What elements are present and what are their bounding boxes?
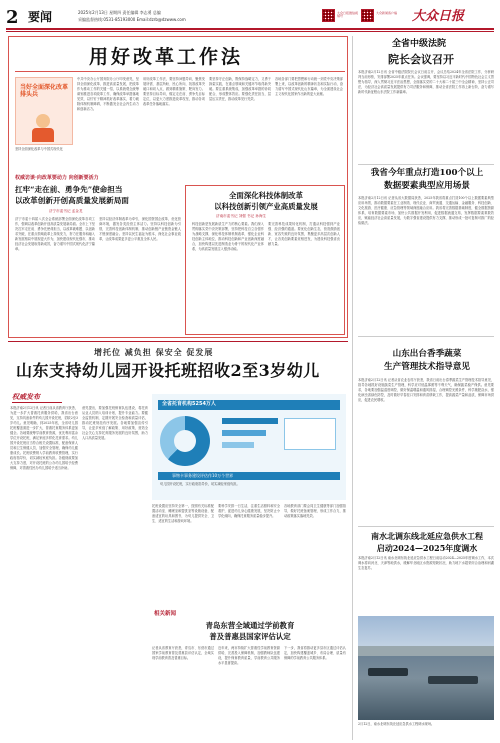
related-col-3: 下一步，我省将推动更多县市区通过评估认定，加快构建覆盖城乡、布局合理、质量有保障的学前教育公共服务体系。 bbox=[284, 646, 346, 660]
nursery-col-1: 本报济南2月12日讯 记者日前从省教育厅获悉，为进一步扩大普惠托育服务供给，我省出台意见，支持具备条件的幼儿园开设托班，招收2至3岁幼儿。意见明确，到2025年底，全省幼儿园托班覆盖面进一步扩大，普惠托育服务体系更加健全。各地要统筹学前教育资源，优先利用富余学位开设托班，满足家庭多样化托育需求。幼儿园开设托班应当符合相关设置标准，配备保育人员和卫生保健人员，加强安全管理，确保幼儿健康成长。托班收费纳入学前教育收费管理，实行政府指导价，切实减轻家庭负担。各级财政要加大支持力度，对开设托班的公办幼儿园给予经费保障，对普惠性民办幼儿园给予适当补助。 bbox=[10, 406, 78, 470]
qr-label-1: 大众日报微信视频号 bbox=[337, 11, 359, 19]
qr-label-2: 大众新闻客户端 bbox=[376, 11, 398, 15]
qr-code-icon bbox=[361, 9, 374, 22]
masthead-thin-rule bbox=[6, 31, 494, 32]
related-news-label: 相关新闻 bbox=[154, 611, 177, 617]
qr-code-icon bbox=[322, 9, 335, 22]
story3-title: 山东出台香季蔬菜 生产管理技术指导意见 bbox=[384, 349, 470, 372]
mid-article-box bbox=[185, 185, 345, 335]
story2-title: 我省今年重点打造100个以上 数据要素典型应用场景 bbox=[370, 168, 484, 191]
story4-body: 本报济南2月12日讯 南水北调东线北延应急供水工程日前启动2024—2025年度调水工作，本次调水将向河北、天津等地供水，缓解华北地区水资源短缺状况，助力地下水超采综合治理和河湖生态复苏。 bbox=[358, 556, 494, 570]
editorial-tag: 权威访谈·向改革要动力 向创新要活力 bbox=[15, 175, 99, 181]
boat-icon bbox=[428, 676, 478, 684]
related-news-title: 青岛东营全域通过学前教育 普及普惠县国家评估认定 bbox=[205, 621, 295, 641]
mid-article-col-2: 要完善科技成果转化机制，打通从科技强到产业强、经济强的通道。要优化创新生态，营造鼓励创新、宽容失败的良好氛围，集聚更多高层次创新人才，让各类创新要素竞相迸发，为建设科技强省贡献力量。 bbox=[268, 222, 340, 246]
feature-box bbox=[8, 36, 348, 338]
newspaper-logo: 大众日报 bbox=[412, 9, 465, 24]
page-number: 2 bbox=[6, 7, 19, 28]
left-article-col-2: 坚持以经济体制改革为牵引，深化国资国企改革，优化营商环境，激发各类经营主体活力。坚持以科技创新为引领，完善科技创新体制机制，推动创新链产业链资金链人才链深度融合。坚持以民生福祉为根本，深化社会事业改革，让改革成果更多更公平惠及全体人民。 bbox=[99, 217, 181, 241]
stat-card bbox=[284, 418, 336, 450]
infographic-subtitle: 事物卡事务建设评估作10万个世界 bbox=[172, 473, 234, 478]
bar-icon bbox=[222, 430, 266, 436]
masthead-rule bbox=[6, 28, 494, 30]
feature-col-3: 要坚持守正创新，既保持战略定力，又勇于探索实践，在重点领域和关键环节取得新突破。要注重系统集成，加强改革举措的协同配合，形成整体效应。要强化责任担当，层层压实责任，推动改革见行见效。 bbox=[209, 77, 271, 101]
feature-col-4: 各地各部门要把思想和行动统一到党中央决策部署上来，以改革创新的精神状态和实际行动，奋力谱写中国式现代化山东篇章，为全面建设社会主义现代化国家作出新的更大贡献。 bbox=[275, 77, 343, 96]
nursery-title: 山东支持幼儿园开设托班招收2至3岁幼儿 bbox=[16, 361, 320, 380]
photo-caption: 2月12日，南水北调东线北延应急供水工程调水现场。 bbox=[358, 722, 435, 726]
story1-kicker: 全省中级法院 bbox=[392, 39, 447, 49]
mid-article-title: 全面深化科技体制改革 以科技创新引领产业高质量发展 bbox=[214, 191, 318, 211]
nursery-kicker: 增托位 减负担 保安全 促发展 bbox=[94, 347, 214, 357]
figure-body-icon bbox=[32, 128, 54, 142]
story4-title: 南水北调东线北延应急供水工程 启动2024—2025年度调水 bbox=[371, 531, 483, 553]
infographic-title: 全省托育机构5254万人 bbox=[162, 401, 216, 407]
feature-col-2: 用好改革工作法，要坚持问题导向，聚焦发展所需、基层所盼、民心所向，找准改革突破口和切入点，做到精准施策、靶向发力。要坚持目标导向，锚定走在前、勇争先目标定位，以更大力度推进改革攻坚，推动各项改革任务落地落实。 bbox=[143, 77, 205, 106]
nursery-col-4: 要科学安排一日生活，注重生活照料和安全看护，促进幼儿身心健康发展，坚决防止小学化倾向，确保托育服务质量稳步提升。 bbox=[218, 504, 280, 518]
bar-icon bbox=[222, 442, 254, 448]
left-article-col-1: 济宁市委十四届八次全会系统部署全面深化改革各项工作，强调以改革创新开创高质量发展新局面。全市上下坚决扛牢走在前、勇争先使命担当，以改革破难题、以创新求突破，在重点领域改革上持续发力，努力在服务和融入新发展格局中展现更大作为，加快建设现代化强市，推动经济社会发展取得新成效，奋力谱写中国式现代化济宁篇章。 bbox=[15, 217, 95, 251]
section-name: 要闻 bbox=[28, 10, 53, 24]
cartoon-caption: 当好全面深化改革排头兵 bbox=[20, 84, 69, 98]
nursery-col-3: 托班设置应坚持安全第一，按照有关标准配置活动室、睡眠室和盥洗室等设施设备，配备适宜的玩具和图书，为幼儿提供安全、卫生、适宜的生活和游戏环境。 bbox=[152, 504, 214, 523]
left-article-byline: 济宁市委书记 孟金龙 bbox=[49, 209, 83, 213]
story2-body: 本报济南2月12日讯 记者从省大数据局获悉，2025年我省将重点打造100个以上数据要素典型应用场景，推动数据要素在工业制造、现代农业、商贸流通、交通运输、金融服务、科技创新、文化旅游、医疗健康、应急管理等领域深度融合应用。我省将完善数据基础制度，健全数据资源体系，培育数据要素市场，加快公共数据开发利用，促进数据流通交易，发挥数据要素乘数效应，赋能经济社会高质量发展，为数字强省建设提供有力支撑，推动形成一批可复制可推广的经验做法。 bbox=[358, 196, 494, 225]
cartoon-sub: 坚持全面深化改革与中国式现代化 bbox=[15, 147, 63, 151]
infographic-notes: 幼儿园开设托班，实行政府指导价，切实减轻家庭负担。 bbox=[160, 482, 240, 486]
email-line: 采编监督热线:0531-85193000 Email:dzrb@dzwww.com bbox=[78, 17, 186, 22]
related-col-1: 记者从省教育厅获悉，青岛市、东营市通过国家学前教育普及普惠县评估认定，全域实现学前教育普及普惠目标。 bbox=[152, 646, 214, 660]
bar-icon bbox=[222, 418, 278, 424]
boat-icon bbox=[368, 668, 408, 676]
story1-title: 院长会议召开 bbox=[388, 53, 454, 66]
nursery-col-5: 各地教育部门要会同卫生健康等部门加强指导，做好托班备案管理，形成工作合力，推动政策落实落地见效。 bbox=[284, 504, 346, 518]
related-col-2: 近年来，两市持续扩大普惠性学前教育资源供给，完善投入保障机制，加强教师队伍建设，提升保育教育质量，学前教育公共服务水平显著提高。 bbox=[218, 646, 280, 665]
date-line: 2025年2月13日 星期四 责任编辑 李志勇 总编 bbox=[78, 10, 161, 15]
story1-body: 本报济南2月12日讯 全省中级法院院长会议日前召开，会议总结2024年全省法院工作，分析研判当前形势，安排部署2025年重点任务。会议强调，要坚持以习近平新时代中国特色社会主义思想为指导，深入贯彻习近平法治思想，全面落实党的二十大和二十届三中全会精神，坚持公正司法，为经济社会高质量发展提供有力司法服务和保障，推动全省法院工作再上新台阶，奋力谱写新时代新征程山东法院工作新篇章。 bbox=[358, 70, 494, 94]
nursery-col-2: 意见提出，要加强托班保育队伍建设，将托育从业人员纳入培训计划，提升专业能力。要健全监管机制，定期开展安全检查和质量评估，推动托班规范有序发展。各地要加强宣传引导，让更多家庭了解政策、用好政策，营造全社会关心支持托育服务发展的良好氛围，助力人口高质量发展。 bbox=[82, 406, 148, 440]
infographic-panel bbox=[152, 394, 346, 500]
figure-icon bbox=[36, 114, 50, 128]
story3-body: 本报济南2月12日讯 记者从省农业农村厅获悉，我省日前出台春季蔬菜生产管理技术指导意见，指导各地抓好设施蔬菜生产管理，科学应对低温寡照等不利天气，确保蔬菜稳产保供。意见要求，各地要加强温湿度调控，做好保温增温和通风排湿，合理调控光照条件，科学施肥浇水，强化病虫害绿色防控，及时做好早春茬口安排和育苗移栽工作，提高蔬菜产量和品质，保障市场供应，促进农民增收。 bbox=[358, 378, 494, 402]
canal-photo bbox=[358, 616, 494, 720]
mid-article-col-1: 科技创新是发展新质生产力的核心要素。我们深入贯彻落实党中央决策部署，坚持把科技自立自强作为战略支撑，深化科技体制机制改革，强化企业科技创新主体地位，推动科技创新和产业创新深度融合，加快构建以先进制造业为骨干的现代化产业体系，为高质量发展注入强劲动能。 bbox=[192, 222, 264, 251]
feature-title: 用好改革工作法 bbox=[89, 46, 244, 68]
feature-col-1: 中共中央办公厅国务院办公厅印发意见，坚持全面深化改革，推进高质量发展，把改革作为推动工作的关键一招，以系统观念统筹谋划推进各项改革工作，确保改革举措落地见效，以钉钉子精神抓好改革落实，着力破除体制机制障碍，不断激发全社会内生动力和创新活力。 bbox=[77, 77, 139, 111]
authoritative-release-label: 权威发布 bbox=[12, 393, 40, 401]
left-article-title: 扛牢“走在前、勇争先”使命担当 以改革创新开创高质量发展新局面 bbox=[15, 185, 129, 205]
mid-article-byline: 济南市委书记 刘强 书记 孙海生 bbox=[216, 214, 267, 218]
cartoon-illustration bbox=[15, 77, 73, 145]
